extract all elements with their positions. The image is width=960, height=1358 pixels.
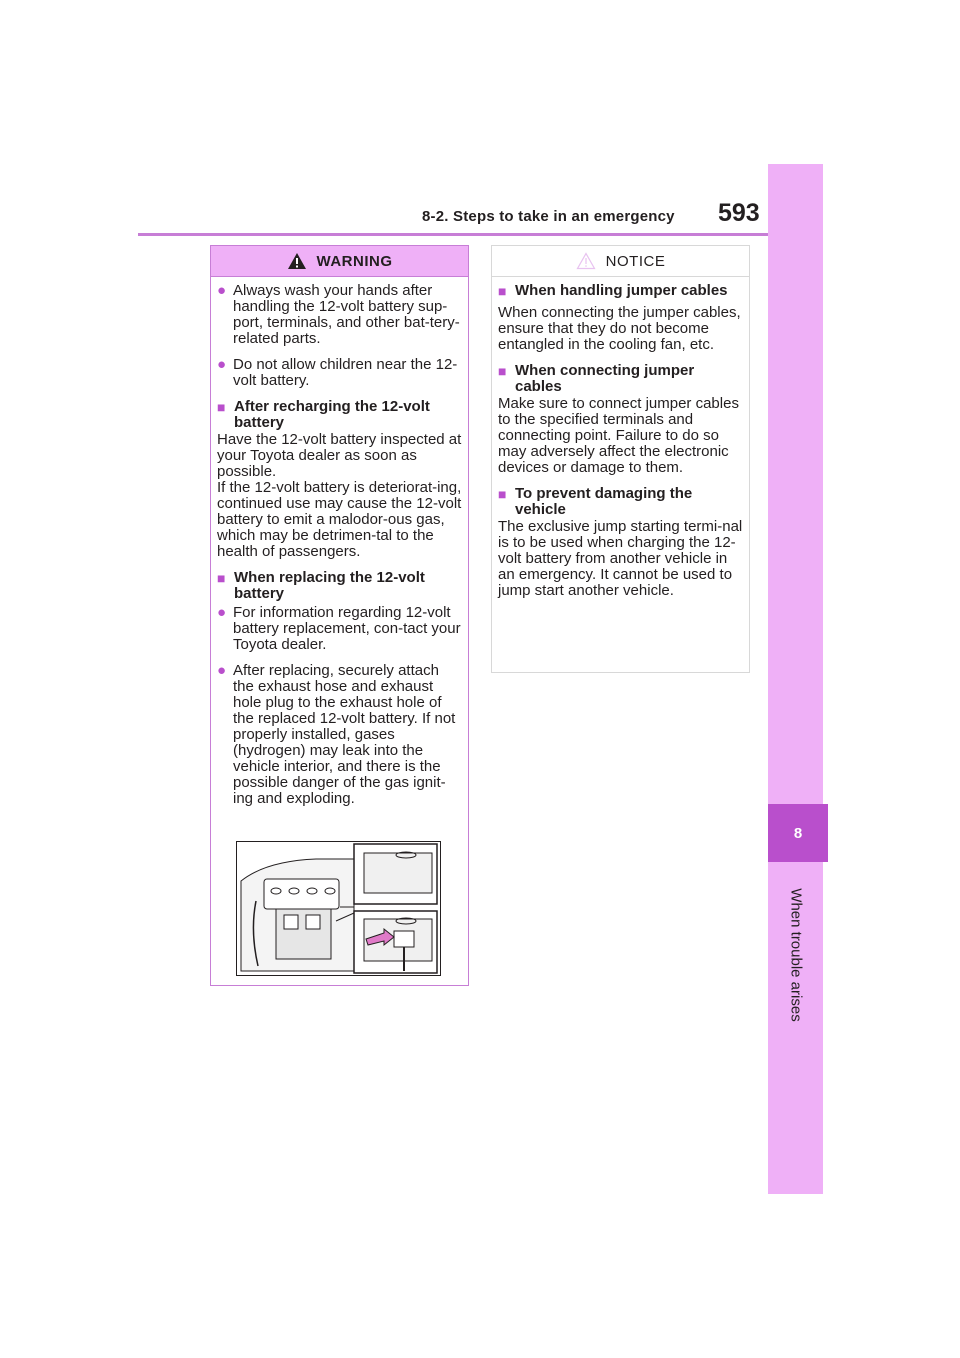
warning-item-text: After replacing, securely attach the exhaust hose and exhaust hole plug to the exhaust hole of the replaced 12-volt battery. If not properly installed, gases (hydrogen) may leak into the vehicle interior, and there is the possible danger of the gas ignit-ing and exploding.: [233, 662, 456, 807]
list-item: [217, 663, 462, 807]
notice-box: [491, 245, 750, 673]
warning-item-text: Always wash your hands after handling the 12-volt battery sup-port, terminals, and other bat-tery-related parts.: [233, 282, 460, 347]
bullet-icon: ●: [217, 604, 227, 621]
square-bullet-icon: ■: [217, 570, 226, 586]
side-tab: [768, 164, 823, 1194]
list-item: [217, 605, 462, 653]
bullet-icon: ●: [217, 662, 227, 679]
section-heading: [498, 486, 743, 518]
section-heading-text: When handling jumper cables: [515, 282, 728, 299]
bullet-icon: ●: [217, 282, 227, 299]
list-item: [217, 283, 462, 347]
section-body: When connecting the jumper cables, ensure that they do not become entangled in the cooling fan, etc.: [498, 304, 741, 353]
notice-title: NOTICE: [605, 252, 666, 270]
warning-item-text: For information regarding 12-volt battery replacement, con-tact your Toyota dealer.: [233, 604, 461, 653]
section-heading: [498, 283, 743, 299]
notice-body: [492, 277, 749, 599]
section-heading-text: When replacing the 12-volt battery: [234, 569, 425, 602]
bullet-icon: ●: [217, 356, 227, 373]
warning-title: WARNING: [316, 252, 393, 270]
square-bullet-icon: ■: [498, 283, 507, 299]
chapter-number: 8: [768, 804, 828, 862]
warning-triangle-icon: [287, 252, 307, 270]
square-bullet-icon: ■: [498, 363, 507, 379]
caution-triangle-icon: [576, 252, 596, 270]
chapter-title: When trouble arises: [787, 888, 805, 1022]
section-heading-text: To prevent damaging the vehicle: [515, 485, 693, 518]
section-heading-text: After recharging the 12-volt battery: [234, 398, 430, 431]
section-heading-text: When connecting jumper cables: [515, 362, 695, 395]
list-item: [217, 357, 462, 389]
warning-body: [211, 277, 468, 807]
section-heading: [498, 363, 743, 395]
notice-header: [492, 246, 749, 277]
square-bullet-icon: ■: [498, 486, 507, 502]
warning-header: [211, 246, 468, 277]
page-number: 593: [718, 199, 760, 227]
section-body: The exclusive jump starting termi-nal is to be used when charging the 12-volt battery from another vehicle in an emergency. It cannot be used to jump start another vehicle.: [498, 518, 743, 599]
section-heading: [217, 399, 462, 431]
section-body: Have the 12-volt battery inspected at your Toyota dealer as soon as possible. If the 12-volt battery is deteriorat-ing, continued use may cause the 12-volt battery to emit a malodor-ous gas, which may be detrimen-tal to the health of passengers.: [217, 431, 462, 560]
battery-illustration: [236, 841, 441, 976]
section-title: 8-2. Steps to take in an emergency: [422, 208, 675, 225]
header-rule: [138, 233, 768, 236]
warning-item-text: Do not allow children near the 12-volt battery.: [233, 356, 458, 389]
section-heading: [217, 570, 462, 602]
square-bullet-icon: ■: [217, 399, 226, 415]
section-body: Make sure to connect jumper cables to the specified terminals and connecting point. Failure to do so may adversely affect the electronic devices or damage to them.: [498, 395, 739, 476]
